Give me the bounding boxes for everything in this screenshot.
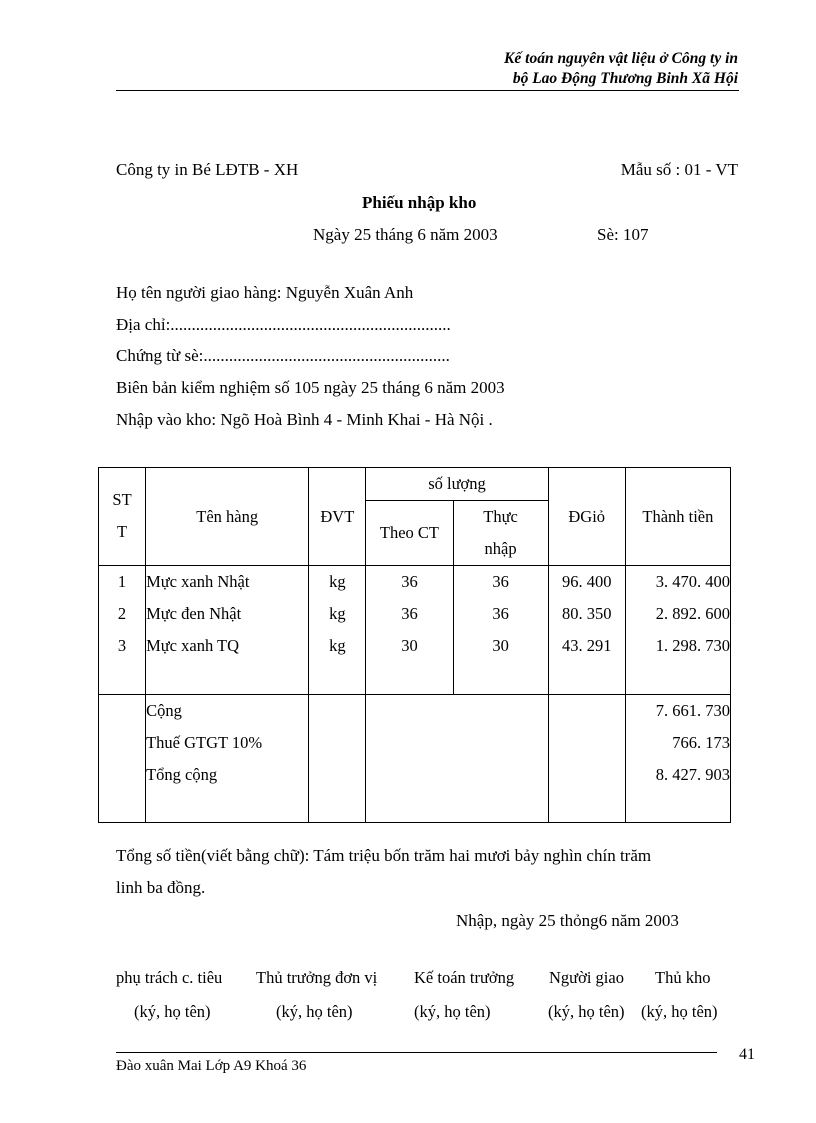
- row-qty-actual: 30: [492, 636, 509, 655]
- row-price: 43. 291: [561, 636, 612, 655]
- receipt-date: Nhập, ngày 25 thỏng6 năm 2003: [456, 911, 679, 930]
- tax-label: Thuế GTGT 10%: [146, 733, 263, 752]
- header-price-label: ĐGiỏ: [568, 506, 606, 526]
- signature-role: phụ trách c. tiêu: [116, 968, 223, 987]
- signature-role: Kế toán trưởng: [414, 968, 515, 987]
- header-qty-doc: [366, 501, 453, 566]
- header-qty-actual-line-2: nhập: [484, 539, 517, 558]
- row-qty-doc: 36: [401, 604, 418, 623]
- header-quantity-label: số lượng: [428, 474, 486, 493]
- col-price: [548, 566, 625, 695]
- row-unit: kg: [329, 604, 346, 623]
- header-stt-line-2: T: [116, 522, 128, 541]
- signature-note: (ký, họ tên): [641, 1002, 718, 1021]
- totals-price-cell: [548, 695, 625, 823]
- address-line: Địa chỉ:..................................................................: [116, 315, 451, 334]
- signature-note: (ký, họ tên): [548, 1002, 625, 1021]
- page-number: 41: [739, 1046, 755, 1063]
- totals-stt-cell: [99, 695, 146, 823]
- signature-note: (ký, họ tên): [134, 1002, 211, 1021]
- header-stt-line-1: ST: [112, 490, 132, 509]
- row-stt: 1: [117, 572, 127, 591]
- header-qty-actual-line-1: Thực: [483, 507, 518, 526]
- tax-amount: 766. 173: [672, 733, 730, 752]
- header-qty-actual: [453, 501, 548, 566]
- grand-total-label: Tổng cộng: [146, 765, 218, 784]
- signature-role: Thủ trưởng đơn vị: [256, 968, 378, 987]
- col-name: [146, 566, 309, 695]
- signature-role: Thủ kho: [655, 968, 711, 987]
- signature-role: Người giao: [549, 968, 624, 987]
- header-quantity: [366, 468, 548, 501]
- footer-author: Đào xuân Mai Lớp A9 Khoá 36: [116, 1058, 307, 1074]
- row-price: 96. 400: [561, 572, 612, 591]
- col-unit: [309, 566, 366, 695]
- amount-in-words-line-2: linh ba đồng.: [116, 878, 206, 897]
- document-number: Sè: 107: [597, 225, 649, 244]
- totals-unit-cell: [309, 695, 366, 823]
- goods-receipt-table: [98, 467, 731, 823]
- row-amount: 1. 298. 730: [655, 636, 730, 655]
- row-name: Mực xanh TQ: [146, 636, 240, 655]
- form-code: Mẫu số : 01 - VT: [620, 160, 738, 179]
- totals-qty-cell: [366, 695, 548, 823]
- col-amount: [625, 566, 730, 695]
- header-amount: [625, 468, 730, 566]
- row-price: 80. 350: [561, 604, 612, 623]
- document-title: Phiếu nhập kho: [362, 193, 477, 212]
- total-label: Cộng: [146, 701, 182, 720]
- row-amount: 3. 470. 400: [655, 572, 730, 591]
- header-unit-label: ĐVT: [320, 506, 355, 526]
- header-stt: [99, 468, 146, 566]
- company-name: Công ty in Bé LĐTB - XH: [116, 160, 299, 179]
- warehouse-line: Nhập vào kho: Ngõ Hoà Bình 4 - Minh Khai - Hà Nội .: [116, 410, 493, 429]
- voucher-line: Chứng từ sè:..........................................................: [116, 346, 450, 365]
- row-name: Mực xanh Nhật: [146, 572, 250, 591]
- header-unit: [309, 468, 366, 566]
- row-amount: 2. 892. 600: [655, 604, 730, 623]
- row-qty-doc: 30: [401, 636, 418, 655]
- header-name: [146, 468, 309, 566]
- row-stt: 3: [117, 636, 127, 655]
- inspection-line: Biên bản kiểm nghiệm số 105 ngày 25 tháng 6 năm 2003: [116, 378, 505, 397]
- deliverer-line: Họ tên người giao hàng: Nguyễn Xuân Anh: [116, 283, 414, 302]
- header-price: [548, 468, 625, 566]
- row-unit: kg: [329, 636, 346, 655]
- signature-note: (ký, họ tên): [414, 1002, 491, 1021]
- header-name-label: Tên hàng: [196, 506, 259, 526]
- totals-labels: [146, 695, 309, 823]
- col-qty-doc: [366, 566, 453, 695]
- header-divider: [116, 90, 739, 91]
- col-stt: [99, 566, 146, 695]
- header-qty-doc-label: Theo CT: [379, 523, 440, 542]
- row-qty-doc: 36: [401, 572, 418, 591]
- grand-total-amount: 8. 427. 903: [655, 765, 730, 784]
- totals-amounts: [625, 695, 730, 823]
- running-header-line-1: Kế toán nguyên vật liệu ở Công ty in: [504, 50, 738, 67]
- col-qty-actual: [453, 566, 548, 695]
- row-unit: kg: [329, 572, 346, 591]
- row-qty-actual: 36: [492, 572, 509, 591]
- header-amount-label: Thành tiền: [642, 506, 714, 526]
- row-name: Mực đen Nhật: [146, 604, 242, 623]
- row-qty-actual: 36: [492, 604, 509, 623]
- total-amount: 7. 661. 730: [655, 701, 730, 720]
- signature-note: (ký, họ tên): [276, 1002, 353, 1021]
- row-stt: 2: [117, 604, 127, 623]
- amount-in-words-line-1: Tổng số tiền(viết bằng chữ): Tám triệu bốn trăm hai mươi bảy nghìn chín trăm: [116, 846, 652, 865]
- document-date: Ngày 25 tháng 6 năm 2003: [313, 225, 498, 244]
- footer-divider: [116, 1052, 717, 1053]
- running-header-line-2: bộ Lao Động Thương Binh Xã Hội: [512, 70, 738, 87]
